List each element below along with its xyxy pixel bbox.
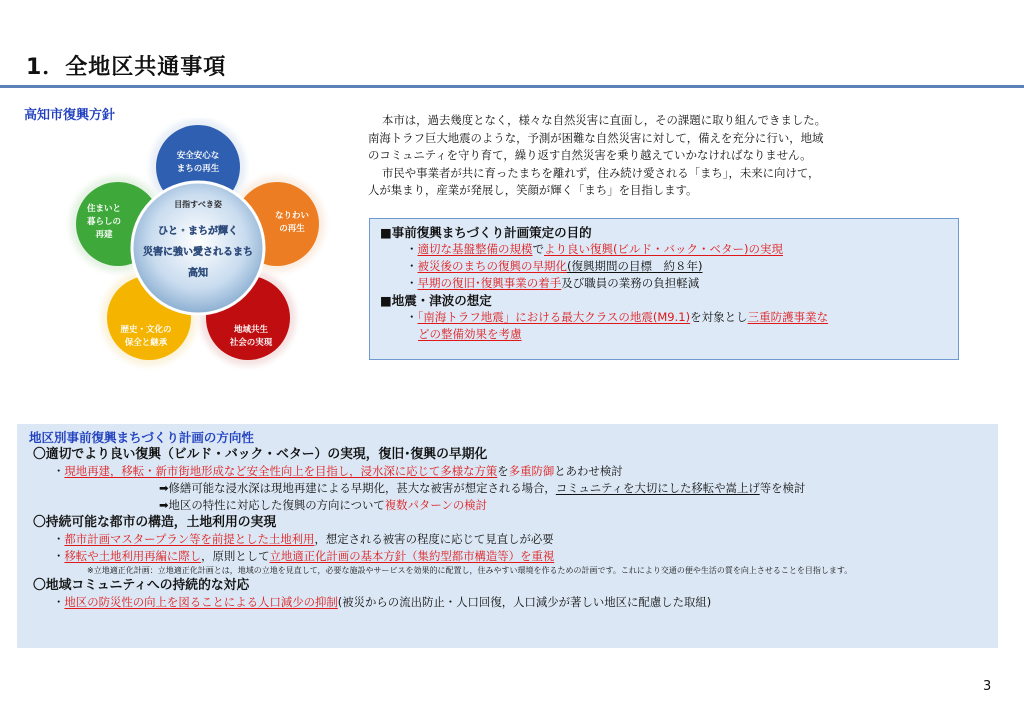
purpose-item-1-a: 適切な基盤整備の規模: [417, 242, 533, 256]
bullet: ・: [406, 310, 418, 324]
petal-safety-label-2: まちの再生: [176, 164, 220, 174]
direction-s2-item-2-c: 立地適正化計画の基本方針（集約型都市構造等）を重視: [269, 549, 555, 563]
bullet: ・: [53, 549, 65, 563]
direction-s3-item-1-b: (被災からの流出防止・人口回復，人口減少が著しい地区に配慮した取組): [337, 595, 712, 609]
assumption-heading: ■地震・津波の想定: [380, 293, 492, 308]
petal-housing-label-2: 暮らしの: [86, 217, 122, 227]
center-label: 目指すべき姿: [174, 200, 222, 209]
title-divider: [0, 85, 1024, 88]
purpose-item-1-c: より良い復興(ビルド・バック・ベター)の実現: [544, 242, 783, 256]
direction-s1-item-1-d: とあわせ検討: [554, 464, 623, 478]
petal-livelihood-label-1: なりわい: [274, 211, 310, 221]
purpose-item-2-b: (復興期間の目標 約８年): [567, 259, 703, 273]
direction-section-2: 〇持続可能な都市の構造，土地利用の実現: [33, 515, 277, 530]
direction-section-3: 〇地域コミュニティへの持続的な対応: [33, 578, 250, 593]
page-number: 3: [983, 679, 992, 694]
direction-s1-arrow-1-c: 等を検討: [759, 481, 806, 495]
assumption-item-a: 「南海トラフ地震」における最大クラスの地震(M9.1): [417, 310, 691, 324]
intro-line-4: 市民や事業者が共に育ったまちを離れず，住み続け愛される「まち」，未来に向けて，: [382, 165, 820, 180]
purpose-item-2: [380, 258, 948, 275]
petal-housing-label-3: 再建: [95, 230, 113, 240]
center-line-2: 災害に強い愛されるまち: [143, 247, 253, 258]
center-line-3: 高知: [188, 268, 208, 279]
purpose-item-2-a: 被災後のまちの復興の早期化: [417, 259, 567, 273]
intro-line-3: のコミュニティを守り育て，繰り返す自然災害を乗り越えていかなければなりません。: [368, 148, 812, 162]
petal-safety-label-1: 安全安心な: [176, 151, 220, 161]
direction-s2-item-1-b: ，想定される被害の程度に応じて見直しが必要: [314, 532, 554, 546]
direction-s2-item-2: [29, 548, 986, 565]
direction-s1-item-1-a: 現地再建，移転・新市街地形成など安全性向上を目指し，浸水深に応じて多様な方策: [64, 464, 498, 478]
direction-s1-arrow-2: [29, 497, 986, 514]
center-line-1: ひと・まちが輝く: [158, 226, 238, 237]
purpose-item-3-b: 及び職員の業務の負担軽減: [561, 276, 700, 290]
petal-livelihood-label-2: の再生: [279, 224, 305, 234]
intro-line-5: 人が集まり，産業が発展し，笑顔が輝く「まち」を目指します。: [368, 183, 698, 197]
purpose-item-3: [380, 275, 948, 292]
petal-heritage-label-2: 保全と継承: [124, 338, 168, 348]
direction-s1-arrow-1: [29, 480, 986, 497]
direction-s2-item-2-b: ，原則として: [201, 549, 270, 563]
petal-community-label-2: 社会の実現: [229, 338, 273, 348]
bullet: ・: [53, 532, 65, 546]
policy-heading: 高知市復興方針: [24, 108, 116, 123]
bullet: ・: [53, 595, 65, 609]
purpose-item-3-a: 早期の復旧･復興事業の着手: [417, 276, 562, 290]
bullet: ・: [406, 259, 418, 273]
assumption-item: [380, 309, 948, 343]
petal-community-label-1: 地域共生: [233, 325, 269, 335]
direction-s1-arrow-2-a: ➡地区の特性に対応した復興の方向について: [159, 498, 385, 512]
bullet: ・: [406, 276, 418, 290]
direction-s1-item-1-b: を: [497, 464, 509, 478]
direction-s1-arrow-2-b: 複数パターンの検討: [384, 498, 488, 512]
petal-heritage-label-1: 歴史・文化の: [120, 325, 172, 335]
petal-housing-label-1: 住まいと: [86, 204, 122, 214]
assumption-item-b: を対象とし: [690, 310, 748, 324]
bullet: ・: [53, 464, 65, 478]
direction-section-1: 〇適切でより良い復興（ビルド・バック・ベター）の実現，復旧･復興の早期化: [33, 447, 488, 462]
intro-text: [368, 112, 968, 200]
purpose-box: [369, 218, 959, 360]
direction-s3-item-1: [29, 594, 986, 611]
purpose-item-1-b: で: [532, 242, 544, 256]
bullet: ・: [406, 242, 418, 256]
direction-s2-note: ※立地適正化計画：立地適正化計画とは，地域の立地を見直して，必要な施設やサービスを効果的に配置し，住みやすい環境を作るための計画です。これにより交通の便や生活の質を向上させることを目指します。: [87, 566, 853, 575]
direction-s2-item-1: [29, 531, 986, 548]
direction-s1-arrow-1-b: コミュニティを大切にした移転や嵩上げ: [555, 481, 760, 495]
direction-heading: 地区別事前復興まちづくり計画の方向性: [29, 430, 254, 445]
direction-s3-item-1-a: 地区の防災性の向上を図ることによる人口減少の抑制: [64, 595, 338, 609]
direction-s1-arrow-1-a: ➡修繕可能な浸水深は現地再建による早期化，甚大な被害が想定される場合，: [159, 481, 556, 495]
assumption-item-d: どの整備効果を考慮: [418, 327, 522, 341]
page-title: 1．全地区共通事項: [26, 55, 227, 80]
recovery-policy-diagram: [58, 118, 342, 380]
purpose-item-1: [380, 241, 948, 258]
purpose-heading: ■事前復興まちづくり計画策定の目的: [380, 225, 592, 240]
direction-s1-item-1: [29, 463, 986, 480]
assumption-item-c: 三重防護事業な: [747, 310, 829, 324]
intro-line-1: 本市は，過去幾度となく，様々な自然災害に直面し，その課題に取り組んできました。: [382, 113, 827, 127]
policy-diagram-svg: [58, 118, 342, 380]
direction-s2-item-2-a: 移転や土地利用再編に際し: [64, 549, 202, 563]
direction-s1-item-1-c: 多重防御: [508, 464, 555, 478]
intro-line-2: 南海トラフ巨大地震のような，予測が困難な自然災害に対して，備えを充分に行い，地域: [368, 130, 824, 145]
direction-s2-item-1-a: 都市計画マスタープラン等を前提とした土地利用: [64, 532, 315, 546]
direction-box: [17, 424, 998, 648]
